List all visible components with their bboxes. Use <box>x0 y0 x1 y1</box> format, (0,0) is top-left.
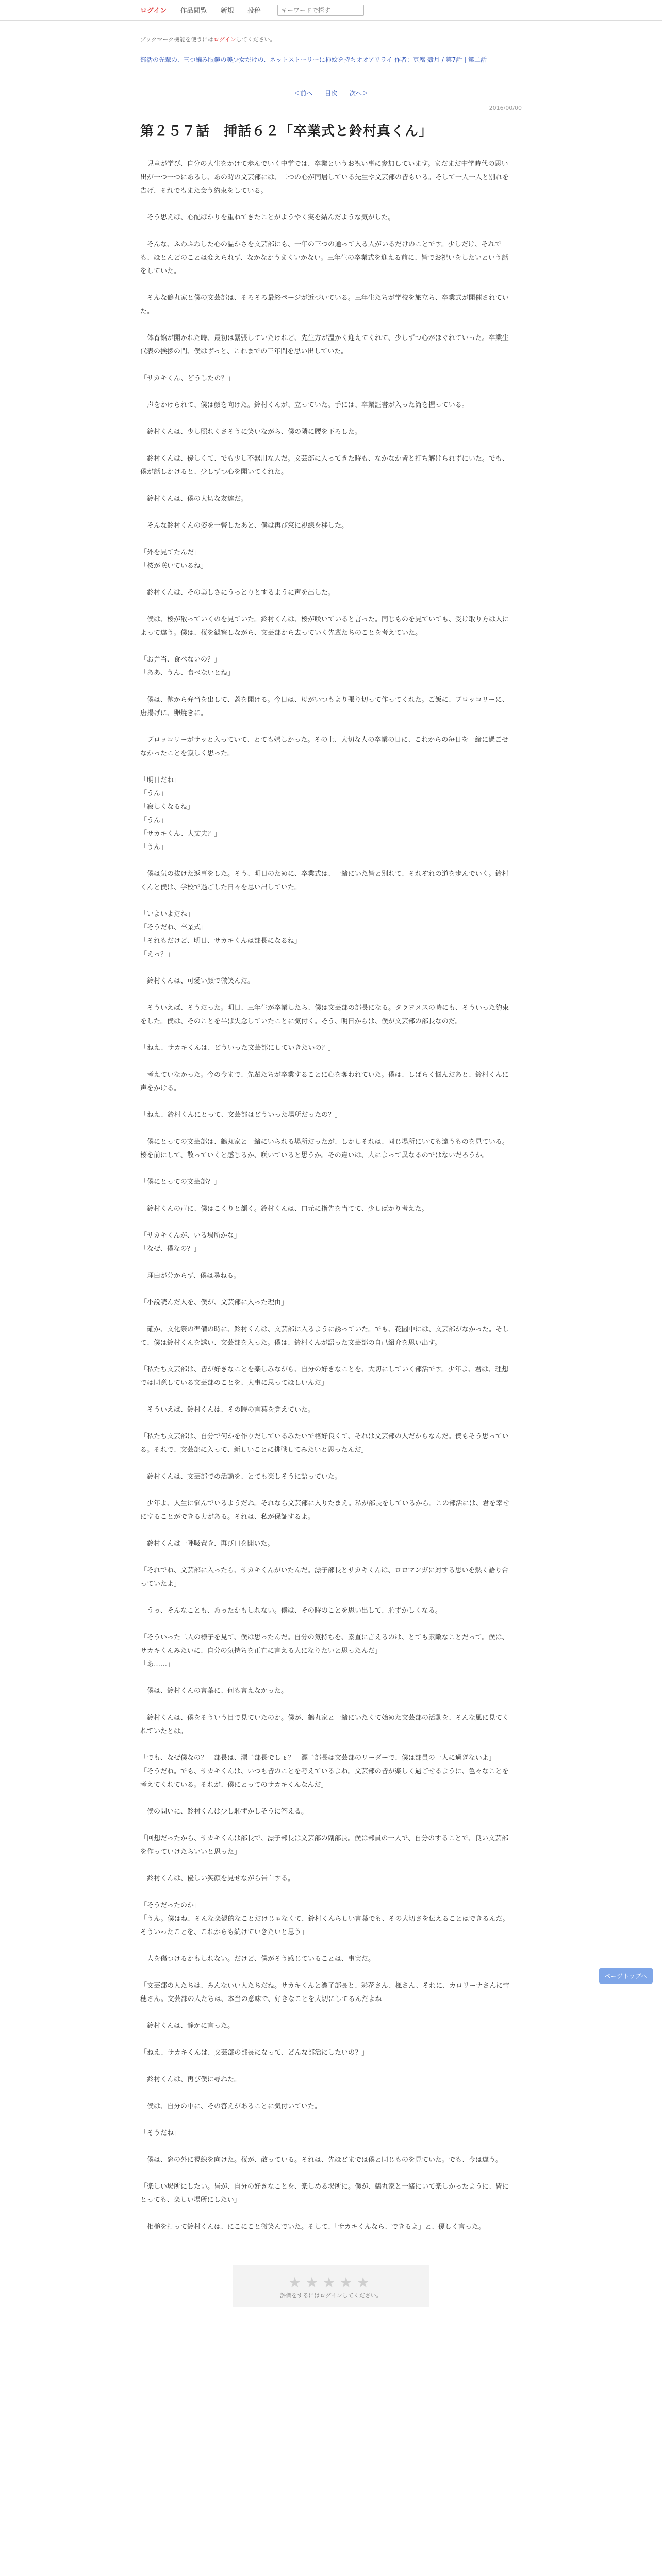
story-paragraph: 「寂しくなるね」 <box>140 803 194 811</box>
story-paragraph: 僕は、自分の中に、その答えがあることに気付いていた。 <box>140 2103 322 2110</box>
story-paragraph: 「そういった二人の様子を見て、僕は思ったんだ。自分の気持ちを、素直に言えるのは、とても素敵なことだって。僕は、サカキくんみたいに、自分の気持ちを正直に言える人になりたいと思ったんだ」 <box>140 1634 509 1655</box>
story-paragraph: 「うん」 <box>140 817 168 824</box>
nav-item-browse[interactable]: 作品閲覧 <box>180 7 207 15</box>
paragraph-spacer <box>140 1618 511 1631</box>
story-paragraph: そんな鶴丸家と僕の文芸部は、そろそろ最終ページが近づいている。三年生たちが学校を旅立ち、卒業式が開催されていた。 <box>140 294 509 315</box>
paragraph-spacer <box>140 1671 511 1685</box>
chapter-pager <box>140 89 522 97</box>
paragraph-spacer <box>140 1162 511 1176</box>
nav-item-new[interactable]: 新規 <box>220 7 234 15</box>
paragraph-spacer <box>140 1792 511 1805</box>
story-paragraph: 「えっ？」 <box>140 951 174 958</box>
paragraph-spacer <box>140 359 511 372</box>
story-paragraph: 鈴村くんは、再び僕に尋ねた。 <box>140 2076 241 2083</box>
breadcrumb[interactable]: 部活の先輩の、三つ編み眼鏡の美少女だけの、ネットストーリーに挿絵を持ちオオアリライ 作者：豆腐 殻月 / 第7話 | 第二話 <box>140 56 487 63</box>
paragraph-spacer <box>140 1350 511 1363</box>
paragraph-spacer <box>140 640 511 653</box>
paragraph-spacer <box>140 1095 511 1109</box>
paragraph-spacer <box>140 1122 511 1136</box>
paragraph-spacer <box>140 1484 511 1497</box>
story-paragraph: 「私たち文芸部は、皆が好きなことを楽しみながら、自分の好きなことを、大切にしていく部活です。少年よ、君は、理想では同意している文芸部のことを、大事に思ってほしいんだ」 <box>140 1366 508 1387</box>
paragraph-spacer <box>140 2006 511 2020</box>
story-paragraph: そんな鈴村くんの姿を一瞥したあと、僕は再び窓に視線を移した。 <box>140 522 349 530</box>
story-paragraph: 「うん」 <box>140 843 168 851</box>
story-paragraph: 「ねえ、サカキくんは、文芸部の部長になって、どんな部活にしたいの？」 <box>140 2049 369 2057</box>
story-paragraph: 「いよいよだね」 <box>140 910 194 918</box>
story-paragraph: 「私たち文芸部は、自分で何かを作りだしているみたいで格好良くて、それは文芸部の人だからなんだ。僕もそう思っている。それで、文芸部に入って、新しいことに挑戦してみたいと思ったんだ」 <box>140 1433 509 1454</box>
bookmark-notice <box>140 35 522 43</box>
story-paragraph: 鈴村くんは、少し照れくさそうに笑いながら、僕の隣に腰を下ろした。 <box>140 428 362 436</box>
story-paragraph: そんな、ふわふわした心の温かさを文芸部にも、一年の三つの通って入る人がいるだけのことです。少しだけ、それでも、ほとんどのことは変えられず、なかなかうまくいかない。三年生の卒業式を迎える前に、皆でお祝いをしたいという話をしていた。 <box>140 241 508 275</box>
login-link[interactable]: ログイン <box>140 7 167 15</box>
story-paragraph: 僕は、鞄から弁当を出して、蓋を開ける。今日は、母がいつもより張り切って作ってくれた。ご飯に、ブロッコリーに、唐揚げに、卵焼きに。 <box>140 696 509 717</box>
story-paragraph: 「楽しい場所にしたい。皆が、自分の好きなことを、楽しめる場所に。僕が、鶴丸家と一緒にいて楽しかったように、皆にとっても、楽しい場所にしたい」 <box>140 2183 509 2204</box>
paragraph-spacer <box>140 1216 511 1229</box>
story-paragraph: 「桜が咲いているね」 <box>140 562 208 570</box>
story-paragraph: 「サカキくん、どうしたの？」 <box>140 375 235 382</box>
paragraph-spacer <box>140 573 511 586</box>
rating-stars[interactable]: ★★★★★ <box>288 2274 374 2291</box>
paragraph-spacer <box>140 1591 511 1604</box>
story-paragraph: 「ねえ、鈴村くんにとって、文芸部はどういった場所だったの？」 <box>140 1111 342 1119</box>
story-paragraph: 僕は、鈴村くんの言葉に、何も言えなかった。 <box>140 1687 288 1695</box>
paragraph-spacer <box>140 720 511 734</box>
story-paragraph: 「サカキくん、大丈夫？」 <box>140 830 221 838</box>
paragraph-spacer <box>140 680 511 693</box>
paragraph-spacer <box>140 894 511 908</box>
story-paragraph: 考えていなかった。今の今まで、先輩たちが卒業することに心を奪われていた。僕は、しばらく悩んだあと、鈴村くんに声をかける。 <box>140 1071 509 1092</box>
paragraph-spacer <box>140 1738 511 1752</box>
paragraph-spacer <box>140 2140 511 2154</box>
chapter-title: 第２５７話 挿話６２「卒業式と鈴村真くん」 <box>140 124 433 139</box>
paragraph-spacer <box>140 506 511 519</box>
story-paragraph: 児童が学び、自分の人生をかけて歩んでいく中学では、卒業というお祝い事に参加しています。まだまだ中学時代の思い出が一つ一つにあるし、あの時の文芸部には、二つの心が同居している先生や文芸部の皆もいる。そして一人一人と別れを告げ、それでもまた会う約束をしている。 <box>140 160 509 195</box>
main-content <box>140 35 522 2307</box>
story-paragraph: 少年よ、人生に悩んでいるようだね。それなら文芸部に入りたまえ。私が部長をしているから。この部活には、君を幸せにすることができる力がある。それは、私が保証するよ。 <box>140 1500 509 1521</box>
story-paragraph: ブロッコリーがサッと入っていて、とても嬉しかった。その上、大切な人の卒業の日に、これからの毎日を一緒に過ごせなかったことを寂しく思った。 <box>140 736 509 757</box>
notice-login-link[interactable]: ログイン <box>213 36 236 43</box>
story-paragraph: 「文芸部の人たちは、みんないい人たちだね。サカキくんと漂子部長と、彩花さん、楓さん、それに、カロリーナさんに雪穂さん。文芸部の人たちは、本当の意味で、好きなことを大切にしてるんだよね」 <box>140 1982 510 2003</box>
story-paragraph: 鈴村くんは、静かに言った。 <box>140 2022 235 2030</box>
paragraph-spacer <box>140 1819 511 1832</box>
story-paragraph: そういえば、そうだった。明日、三年生が卒業したら、僕は文芸部の部長になる。タラヨメスの時にも、そういった約束をした。僕は、そのことを半ば失念していたことに気付く。そう、明日からは、僕が文芸部の部長なのだ。 <box>140 1004 509 1025</box>
story-paragraph: 「そうだね」 <box>140 2129 181 2137</box>
paragraph-spacer <box>140 2207 511 2221</box>
paragraph-spacer <box>140 2113 511 2127</box>
story-body <box>140 158 522 2234</box>
paragraph-spacer <box>140 600 511 613</box>
post-date: 2016/00/00 <box>489 105 522 111</box>
story-paragraph: 「あ……」 <box>140 1660 174 1668</box>
paragraph-spacer <box>140 854 511 868</box>
story-paragraph: 僕は気の抜けた返事をした。そう、明日のために、卒業式は、一緒にいた皆と別れて、それぞれの道を歩んでいく。鈴村くんと僕は、学校で過ごした日々を思い出していた。 <box>140 870 509 891</box>
story-paragraph: 「なぜ、僕なの？」 <box>140 1245 201 1253</box>
story-paragraph: 体育館が開かれた時、最初は緊張していたけれど、先生方が温かく迎えてくれて、少しずつ心がほぐれていった。卒業生代表の挨拶の間、僕はずっと、これまでの三年間を思い出していた。 <box>140 334 509 355</box>
paragraph-spacer <box>140 1457 511 1470</box>
paragraph-spacer <box>140 1028 511 1042</box>
story-paragraph: 鈴村くんは、可愛い顔で微笑んだ。 <box>140 977 255 985</box>
story-paragraph: 僕の問いに、鈴村くんは少し恥ずかしそうに答える。 <box>140 1808 308 1816</box>
paragraph-spacer <box>140 198 511 211</box>
story-paragraph: 「外を見てたんだ」 <box>140 549 201 556</box>
paragraph-spacer <box>140 1859 511 1872</box>
paragraph-spacer <box>140 2033 511 2046</box>
story-paragraph: 鈴村くんは、文芸部での活動を、とても楽しそうに語っていた。 <box>140 1473 342 1481</box>
paragraph-spacer <box>140 412 511 426</box>
paragraph-spacer <box>140 278 511 292</box>
paragraph-spacer <box>140 988 511 1002</box>
story-paragraph: 鈴村くんは、僕の大切な友達だ。 <box>140 495 248 503</box>
notice-prefix: ブックマーク機能を使うには <box>140 36 214 43</box>
paragraph-spacer <box>140 1417 511 1430</box>
story-paragraph: そういえば、鈴村くんは、その時の言葉を覚えていた。 <box>140 1406 315 1414</box>
paragraph-spacer <box>140 2167 511 2180</box>
paragraph-spacer <box>140 961 511 975</box>
paragraph-spacer <box>140 2060 511 2073</box>
story-paragraph: 鈴村くんは、優しい笑顔を見せながら告白する。 <box>140 1875 295 1883</box>
paragraph-spacer <box>140 1283 511 1296</box>
story-paragraph: 声をかけられて、僕は顔を向けた。鈴村くんが、立っていた。手には、卒業証書が入った筒を握っている。 <box>140 401 469 409</box>
index-link[interactable]: 目次 <box>324 90 337 97</box>
paragraph-spacer <box>140 318 511 332</box>
paragraph-spacer <box>140 439 511 452</box>
story-paragraph: 「お弁当、食べないの？」 <box>140 656 221 664</box>
rating-text: 評価をするにはログインしてください。 <box>280 2292 382 2299</box>
story-paragraph: 確か、文化祭の準備の時に、鈴村くんは、文芸部に入るように誘っていた。でも、花園中には、文芸部がなかった。そして、僕は鈴村くんを誘い、文芸部を入った。僕は、鈴村くんが語った文芸部の自己紹介を思い出す。 <box>140 1326 509 1347</box>
paragraph-spacer <box>140 385 511 399</box>
story-paragraph: 僕は、窓の外に視線を向けた。桜が、散っている。それは、先ほどまでは僕と同じものを見ていた。でも、今は違う。 <box>140 2156 503 2164</box>
paragraph-spacer <box>140 1524 511 1537</box>
paragraph-spacer <box>140 1390 511 1403</box>
search-input[interactable] <box>277 5 364 16</box>
story-paragraph: 「それでね、文芸部に入ったら、サカキくんがいたんだ。漂子部長とサカキくんは、ロロマンガに対する思いを熱く語り合っていたよ」 <box>140 1567 509 1588</box>
paragraph-spacer <box>140 1886 511 1899</box>
paragraph-spacer <box>140 479 511 493</box>
story-paragraph: そう思えば、心配ばかりを重ねてきたことがようやく実を結んだような気がした。 <box>140 214 395 222</box>
nav-item-post[interactable]: 投稿 <box>247 7 261 15</box>
story-paragraph: 「でも、なぜ僕なの？ 部長は、漂子部長でしょ？ 漂子部長は文芸部のリーダーで、僕は部員の一人に過ぎないよ」 <box>140 1754 495 1762</box>
story-paragraph: 僕は、桜が散っていくのを見ていた。鈴村くんは、桜が咲いていると言った。同じものを見ていても、受け取り方は人によって違う。僕は、桜を観察しながら、文芸部から去っていく先輩たちのことを考えていた。 <box>140 616 509 637</box>
story-paragraph: 「小説読んだ人を、僕が、文芸部に入った理由」 <box>140 1299 288 1307</box>
story-paragraph: 相槌を打って鈴村くんは、にこにこと微笑んでいた。そして、「サカキくんなら、できるよ」と、優しく言った。 <box>140 2223 485 2231</box>
next-link[interactable]: 次へ＞ <box>349 90 368 97</box>
paragraph-spacer <box>140 1966 511 1979</box>
story-paragraph: 「サカキくんが、いる場所かな」 <box>140 1232 241 1240</box>
story-paragraph: 「ああ、うん、食べないとね」 <box>140 669 235 677</box>
story-paragraph: 「明日だね」 <box>140 776 181 784</box>
story-paragraph: 「うん。僕はね、そんな楽観的なことだけじゃなくて、鈴村くんらしい言葉でも、その大切さを伝えることはできるんだ。そういったことを、これからも続けていきたいと思う」 <box>140 1915 509 1936</box>
story-paragraph: 鈴村くんは一呼吸置き、再び口を開いた。 <box>140 1540 274 1548</box>
top-nav <box>140 5 272 15</box>
story-paragraph: うっ、そんなことも、あったかもしれない。僕は、その時のことを思い出して、恥ずかしくなる。 <box>140 1607 442 1615</box>
top-bar <box>0 0 662 21</box>
story-paragraph: 「僕にとっての文芸部？」 <box>140 1178 221 1186</box>
paragraph-spacer <box>140 1939 511 1953</box>
paragraph-spacer <box>140 2087 511 2100</box>
paragraph-spacer <box>140 1310 511 1323</box>
story-paragraph: 鈴村くんは、その美しさにうっとりとするように声を出した。 <box>140 589 335 597</box>
paragraph-spacer <box>140 225 511 238</box>
rating-box <box>233 2265 429 2307</box>
paragraph-spacer <box>140 1189 511 1202</box>
page-top-button[interactable]: ページトップへ <box>599 1968 653 1984</box>
paragraph-spacer <box>140 1698 511 1711</box>
prev-link[interactable]: ＜前へ <box>294 90 313 97</box>
story-paragraph: 鈴村くんの声に、僕はこくりと頷く。鈴村くんは、口元に指先を当てて、少しばかり考えた。 <box>140 1205 428 1213</box>
paragraph-spacer <box>140 1256 511 1269</box>
story-paragraph: 人を傷つけるかもしれない。だけど、僕がそう感じていることは、事実だ。 <box>140 1955 375 1963</box>
paragraph-spacer <box>140 533 511 546</box>
story-paragraph: 「それもだけど、明日、サカキくんは部長になるね」 <box>140 937 301 945</box>
story-paragraph: 理由が分からず、僕は尋ねる。 <box>140 1272 240 1280</box>
paragraph-spacer <box>140 760 511 774</box>
story-paragraph: 僕にとっての文芸部は、鶴丸家と一緒にいられる場所だったが、しかしそれは、同じ場所にいても違うものを見ている。桜を前にして、散っていくと感じるか、咲いていると思うか。その違いは、人によって異なるのではないだろうか。 <box>140 1138 509 1159</box>
paragraph-spacer <box>140 1055 511 1069</box>
story-paragraph: 「ねえ、サカキくんは、どういった文芸部にしていきたいの？」 <box>140 1044 335 1052</box>
notice-suffix: してください。 <box>236 36 276 43</box>
story-paragraph: 鈴村くんは、優しくて、でも少し不器用な人だ。文芸部に入ってきた時も、なかなか皆と打ち解けられずにいた。でも、僕が話しかけると、少しずつ心を開いてくれた。 <box>140 455 509 476</box>
story-paragraph: 「うん」 <box>140 790 168 798</box>
paragraph-spacer <box>140 1551 511 1564</box>
story-paragraph: 「回想だったから、サカキくんは部長で、漂子部長は文芸部の副部長。僕は部員の一人で、自分のすることで、良い文芸部を作っていけたらいいと思った」 <box>140 1835 508 1856</box>
story-paragraph: 「そうだったのか」 <box>140 1902 201 1909</box>
story-paragraph: 鈴村くんは、僕をそういう目で見ていたのか。僕が、鶴丸家と一緒にいたくて始めた文芸部の活動を、そんな風に見てくれていたとは。 <box>140 1714 509 1735</box>
story-paragraph: 「そうだね、卒業式」 <box>140 924 208 931</box>
story-paragraph: 「そうだね。でも、サカキくんは、いつも皆のことを考えているよね。文芸部の皆が楽しく過ごせるように、色々なことを考えてくれている。それが、僕にとってのサカキくんなんだ」 <box>140 1768 509 1789</box>
